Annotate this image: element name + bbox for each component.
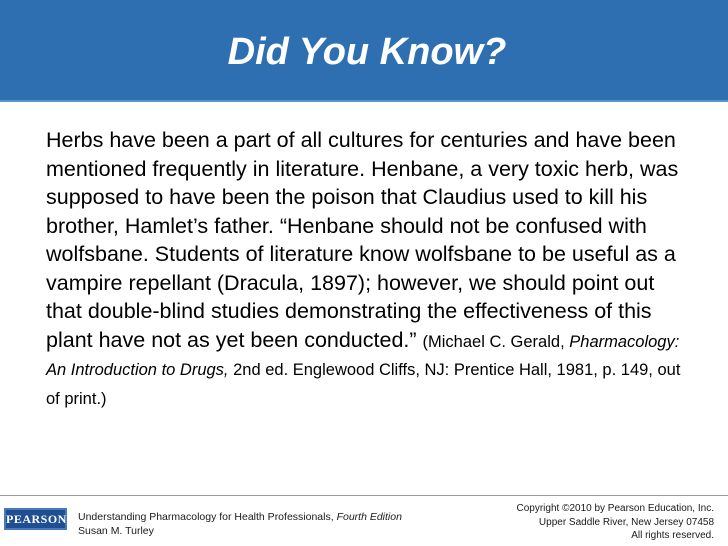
copyright-line-2: Upper Saddle River, New Jersey 07458 (538, 516, 714, 528)
book-info (78, 510, 402, 538)
body-main-text: Herbs have been a part of all cultures for centuries and have been mentioned frequently in literature. Henbane, a very toxic herb, was supposed to have been the poison that Claudius used to kill his brother, Hamlet’s father. “Henbane should not be confused with wolfsbane. Students of literature know wolfsbane to be useful as a vampire repellant (Dracula, 1897); however, we should point out that double-blind studies demonstrating the effectiveness of this plant have not as yet been conducted.” (46, 128, 679, 352)
book-title-line (78, 510, 402, 524)
book-author: Susan M. Turley (78, 525, 154, 537)
book-title: Understanding Pharmacology for Health Professionals, (78, 511, 334, 523)
citation-author: (Michael C. Gerald, (422, 332, 565, 351)
copyright-line-1: Copyright ©2010 by Pearson Education, Inc. (516, 503, 714, 514)
pearson-logo: PEARSON (4, 508, 67, 530)
slide-body (46, 126, 696, 411)
slide-title: Did You Know? (227, 31, 507, 73)
footer-divider (0, 495, 728, 496)
copyright-line-3: All rights reserved. (631, 530, 714, 541)
book-edition: Fourth Edition (336, 511, 402, 523)
copyright-notice (517, 502, 715, 543)
citation-book-title: Pharmacology: An Introduction to Drugs, (46, 332, 680, 379)
citation-details: 2nd ed. Englewood Cliffs, NJ: Prentice Hall, 1981, p. 149, out of print.) (46, 361, 681, 408)
title-bar (0, 0, 728, 102)
